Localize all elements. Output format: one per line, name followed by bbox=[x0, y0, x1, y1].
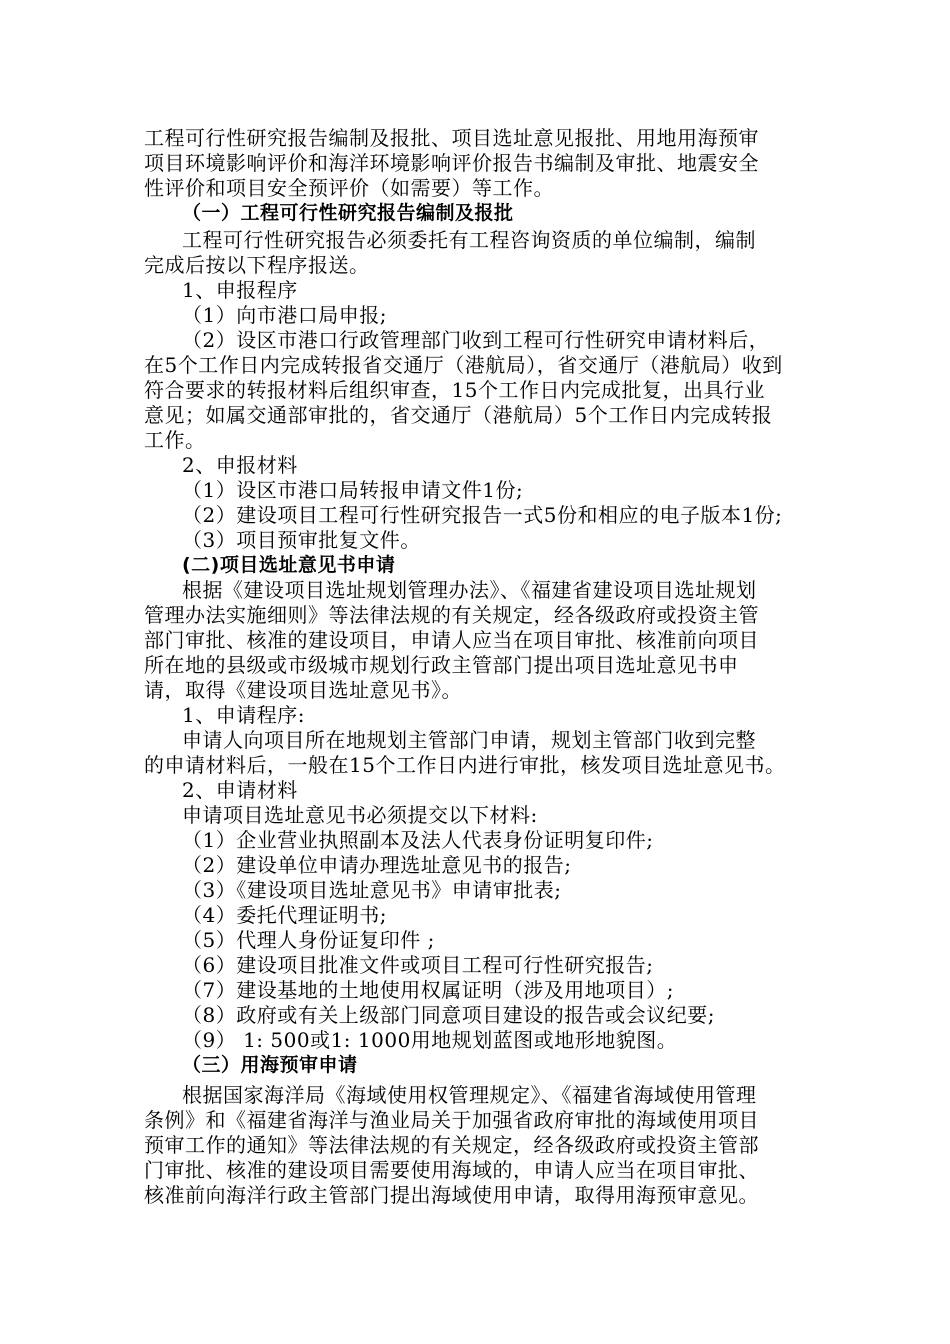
paragraph-line: 申请项目选址意见书必须提交以下材料: bbox=[182, 803, 538, 827]
subheading: 2、申报材料 bbox=[182, 453, 298, 477]
paragraph-line: 在5个工作日内完成转报省交通厅（港航局），省交通厅（港航局）收到 bbox=[144, 353, 783, 377]
subheading: 2、申请材料 bbox=[182, 778, 298, 802]
subheading: 1、申报程序 bbox=[182, 278, 298, 302]
list-item: （7）建设基地的土地使用权属证明（涉及用地项目）; bbox=[182, 978, 674, 1002]
list-item: （8）政府或有关上级部门同意项目建设的报告或会议纪要; bbox=[182, 1003, 715, 1027]
paragraph-line: 符合要求的转报材料后组织审查，15个工作日内完成批复，出具行业 bbox=[144, 378, 765, 402]
paragraph-line: 工程可行性研究报告编制及报批、项目选址意见报批、用地用海预审 bbox=[144, 126, 759, 150]
section-heading-1: （一）工程可行性研究报告编制及报批 bbox=[182, 202, 514, 224]
list-item: （4）委托代理证明书; bbox=[182, 903, 387, 927]
list-item: （1）企业营业执照副本及法人代表身份证明复印件; bbox=[182, 828, 654, 852]
paragraph-line: 管理办法实施细则》等法律法规的有关规定，经各级政府或投资主管 bbox=[144, 603, 759, 627]
paragraph-line: 部门审批、核准的建设项目，申请人应当在项目审批、核准前向项目 bbox=[144, 628, 759, 652]
paragraph-line: 项目环境影响评价和海洋环境影响评价报告书编制及审批、地震安全 bbox=[144, 151, 759, 175]
subheading: 1、申请程序: bbox=[182, 703, 305, 727]
paragraph-line: 条例》和《福建省海洋与渔业局关于加强省政府审批的海域使用项目 bbox=[144, 1108, 759, 1132]
paragraph-line: 完成后按以下程序报送。 bbox=[144, 253, 370, 277]
list-item: （1）向市港口局申报; bbox=[182, 303, 387, 327]
list-item: （1）设区市港口局转报申请文件1份; bbox=[182, 478, 524, 502]
list-item: （3）《建设项目选址意见书》申请审批表; bbox=[182, 878, 562, 902]
list-item: （3）项目预审批复文件。 bbox=[182, 528, 421, 552]
paragraph-line: 核准前向海洋行政主管部门提出海域使用申请，取得用海预审意见。 bbox=[144, 1183, 759, 1207]
paragraph-line: 预审工作的通知》等法律法规的有关规定，经各级政府或投资主管部 bbox=[144, 1133, 759, 1157]
list-item: （9） 1: 500或1: 1000用地规划蓝图或地形地貌图。 bbox=[182, 1028, 678, 1052]
paragraph-line: 所在地的县级或市级城市规划行政主管部门提出项目选址意见书申 bbox=[144, 653, 739, 677]
paragraph-line: 意见；如属交通部审批的，省交通厅（港航局）5个工作日内完成转报 bbox=[144, 403, 773, 427]
paragraph-line: 申请人向项目所在地规划主管部门申请，规划主管部门收到完整 bbox=[182, 728, 756, 752]
list-item: （6）建设项目批准文件或项目工程可行性研究报告; bbox=[182, 953, 654, 977]
paragraph-line: 的申请材料后，一般在15个工作日内进行审批，核发项目选址意见书。 bbox=[144, 753, 786, 777]
list-item: （5）代理人身份证复印件 ; bbox=[182, 928, 435, 952]
paragraph-line: 根据国家海洋局《海域使用权管理规定》、《福建省海域使用管理 bbox=[182, 1083, 757, 1107]
paragraph-line: 请，取得《建设项目选址意见书》。 bbox=[144, 678, 462, 702]
paragraph-line: 根据《建设项目选址规划管理办法》、《福建省建设项目选址规划 bbox=[182, 578, 757, 602]
list-item: （2）建设项目工程可行性研究报告一式5份和相应的电子版本1份; bbox=[182, 503, 783, 527]
section-heading-3: （三）用海预审申请 bbox=[182, 1054, 358, 1076]
paragraph-line: 门审批、核准的建设项目需要使用海域的，申请人应当在项目审批、 bbox=[144, 1158, 759, 1182]
paragraph-line: 性评价和项目安全预评价（如需要）等工作。 bbox=[144, 176, 554, 200]
list-item: （2）建设单位申请办理选址意见书的报告; bbox=[182, 853, 572, 877]
section-heading-2: (二)项目选址意见书申请 bbox=[182, 554, 396, 576]
paragraph-line: 工作。 bbox=[144, 428, 206, 452]
list-item: （2）设区市港口行政管理部门收到工程可行性研究申请材料后， bbox=[182, 328, 770, 352]
paragraph-line: 工程可行性研究报告必须委托有工程咨询资质的单位编制，编制 bbox=[182, 228, 756, 252]
